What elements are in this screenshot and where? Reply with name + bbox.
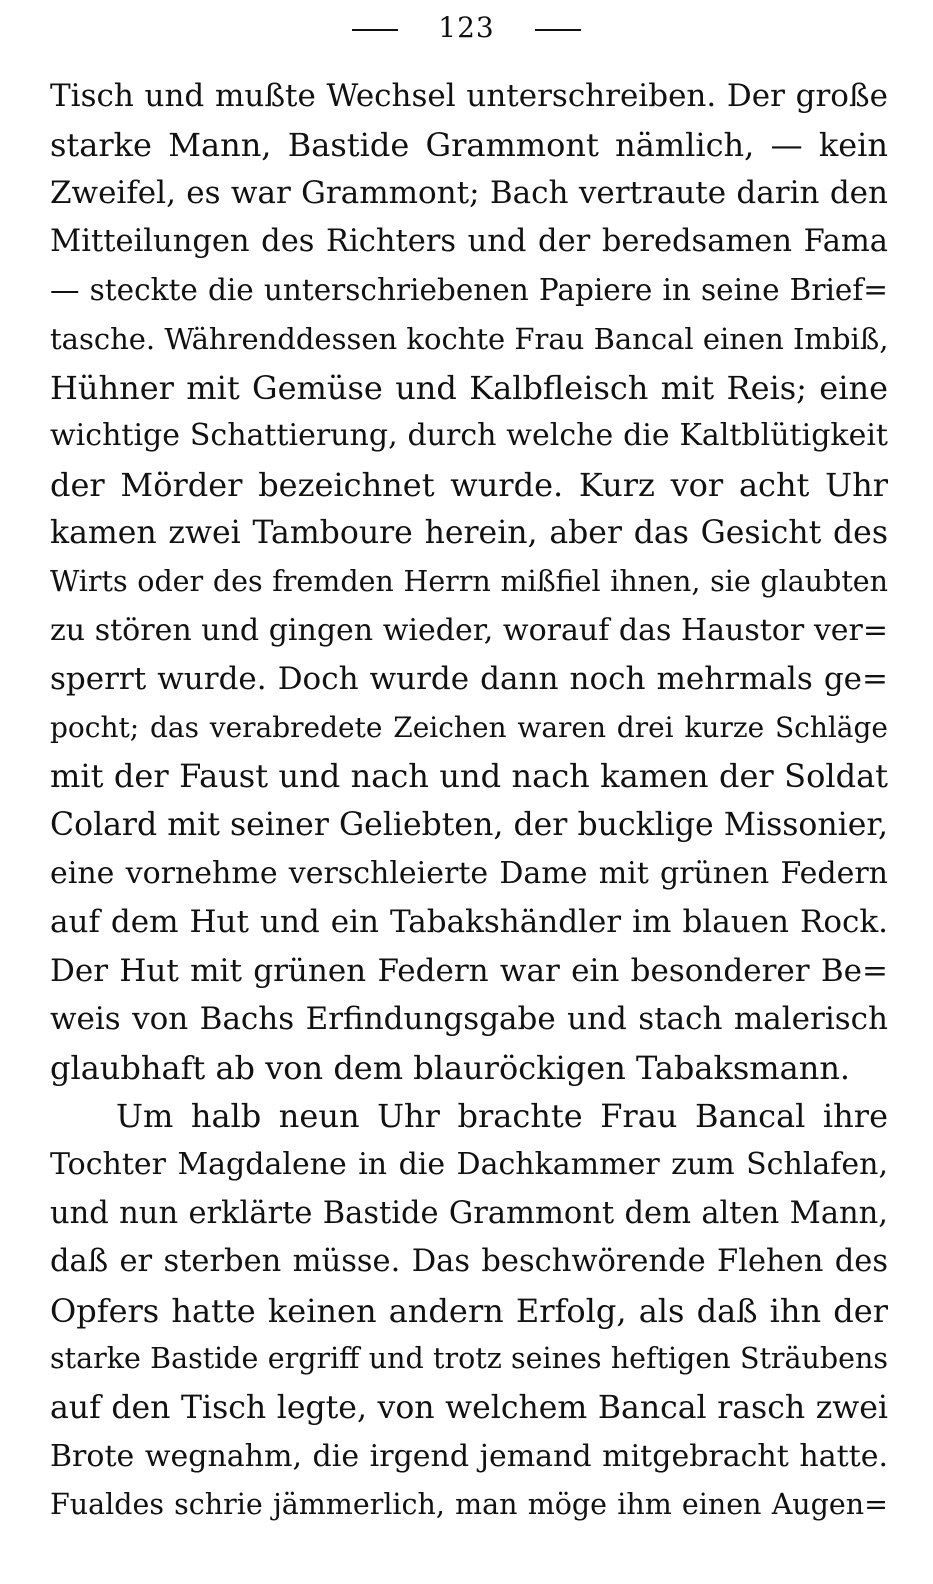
text-line: Fualdes schrie jämmerlich, man möge ihm einen Augen= bbox=[50, 1488, 888, 1522]
text-line: Um halb neun Uhr brachte Frau Bancal ihre bbox=[116, 1097, 888, 1136]
text-line: weis von Bachs Erfindungsgabe und stach malerisch bbox=[50, 1001, 888, 1038]
text-line: eine vornehme verschleierte Dame mit grünen Federn bbox=[50, 855, 888, 891]
text-line: starke Mann, Bastide Grammont nämlich, — kein bbox=[50, 125, 888, 164]
page-number: 123 bbox=[438, 11, 495, 44]
text-line: zu stören und gingen wieder, worauf das Haustor ver= bbox=[50, 612, 888, 648]
text-line: starke Bastide ergriff und trotz seines heftigen Sträubens bbox=[50, 1342, 888, 1376]
text-line: daß er sterben müsse. Das beschwörende Flehen des bbox=[50, 1244, 888, 1280]
text-line: der Mörder bezeichnet wurde. Kurz vor acht Uhr bbox=[50, 465, 888, 504]
page-header bbox=[0, 8, 933, 48]
text-line: Der Hut mit grünen Federn war ein besonderer Be= bbox=[50, 952, 888, 989]
text-line: Tisch und mußte Wechsel unterschreiben. Der große bbox=[50, 78, 888, 114]
text-line: wichtige Schattierung, durch welche die Kaltblütigkeit bbox=[50, 418, 888, 454]
text-line: pocht; das verabredete Zeichen waren drei kurze Schläge bbox=[50, 710, 888, 744]
text-line: auf den Tisch legte, von welchem Bancal rasch zwei bbox=[50, 1390, 888, 1427]
header-dash-left bbox=[352, 29, 398, 31]
text-line: Tochter Magdalene in die Dachkammer zum Schlafen, bbox=[50, 1147, 888, 1183]
header-dash-right bbox=[535, 29, 581, 31]
body-text bbox=[50, 72, 888, 1530]
text-line: und nun erklärte Bastide Grammont dem alten Mann, bbox=[50, 1195, 888, 1231]
text-line: Zweifel, es war Grammont; Bach vertraute darin den bbox=[50, 175, 888, 212]
text-line: — steckte die unterschriebenen Papiere in seine Brief= bbox=[50, 273, 888, 308]
text-line: sperrt wurde. Doch wurde dann noch mehrmals ge= bbox=[50, 661, 888, 698]
text-line: Colard mit seiner Geliebten, der bucklige Missonier, bbox=[50, 806, 888, 843]
text-line: Opfers hatte keinen andern Erfolg, als daß ihn der bbox=[50, 1291, 888, 1330]
text-line: Mitteilungen des Richters und der beredsamen Fama bbox=[50, 223, 888, 259]
text-line: glaubhaft ab von dem blauröckigen Tabaksmann. bbox=[50, 1048, 851, 1087]
text-line: Wirts oder des fremden Herrn mißfiel ihnen, sie glaubten bbox=[50, 564, 888, 598]
text-line: Hühner mit Gemüse und Kalbfleisch mit Reis; eine bbox=[50, 368, 888, 407]
text-line: mit der Faust und nach und nach kamen der Soldat bbox=[50, 757, 888, 796]
text-line: kamen zwei Tamboure herein, aber das Gesicht des bbox=[50, 515, 888, 552]
text-line: tasche. Währenddessen kochte Frau Bancal einen Imbiß, bbox=[50, 321, 888, 356]
text-line: Brote wegnahm, die irgend jemand mitgebracht hatte. bbox=[50, 1438, 888, 1474]
text-line: auf dem Hut und ein Tabakshändler im blauen Rock. bbox=[50, 904, 888, 941]
